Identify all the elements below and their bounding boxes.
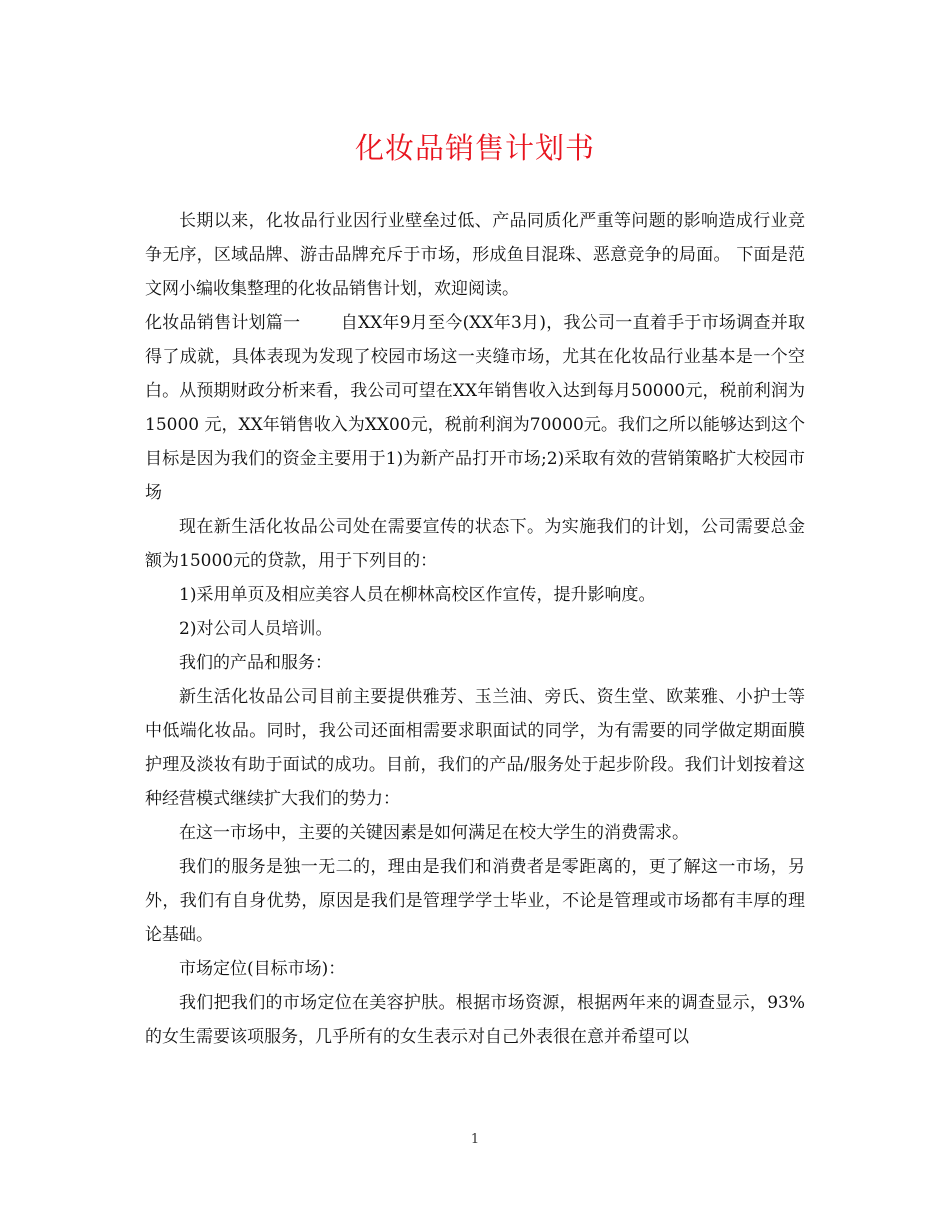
page-number: 1 [470,1132,480,1147]
paragraph-plan-one-text: 自XX年9月至今(XX年3月)，我公司一直着手于市场调查并取得了成就，具体表现为发现了校园市场这一夹缝市场，尤其在化妆品行业基本是一个空白。从预期财政分析来看，我公司可望在XX年销售收入达到每月50000元，税前利润为15000 元，XX年销售收入为XX00元，税前利润为70000元。我们之所以能够达到这个目标是因为我们的资金主要用于1)为新产品打开市场;2)采取有效的营销策略扩大校园市场 [145,313,805,503]
list-item: 1)采用单页及相应美容人员在柳林高校区作宣传，提升影响度。 [179,585,656,605]
paragraph-key-factor: 在这一市场中，主要的关键因素是如何满足在校大学生的消费需求。 [179,823,689,843]
paragraph-positioning: 我们把我们的市场定位在美容护肤。根据市场资源，根据两年来的调查显示，93%的女生需要该项服务，几乎所有的女生表示对自己外表很在意并希望可以 [145,993,805,1047]
document-title: 化妆品销售计划书 [354,131,595,165]
section-heading: 我们的产品和服务： [179,653,332,673]
section-heading: 市场定位(目标市场)： [179,959,346,979]
paragraph-products: 新生活化妆品公司目前主要提供雅芳、玉兰油、旁氏、资生堂、欧莱雅、小护士等中低端化妆品。同时，我公司还面相需要求职面试的同学，为有需要的同学做定期面膜护理及淡妆有助于面试的成功。目前，我们的产品/服务处于起步阶段。我们计划按着这种经营模式继续扩大我们的势力： [145,687,805,809]
list-item: 2)对公司人员培训。 [179,619,333,639]
paragraph-service: 我们的服务是独一无二的，理由是我们和消费者是零距离的，更了解这一市场，另外，我们有自身优势，原因是我们是管理学学士毕业，不论是管理或市场都有丰厚的理论基础。 [145,857,805,945]
paragraph-plan-one [145,306,805,510]
section-heading: 化妆品销售计划篇一 [145,313,301,333]
paragraph-intro: 长期以来，化妆品行业因行业壁垒过低、产品同质化严重等问题的影响造成行业竞争无序，区域品牌、游击品牌充斥于市场，形成鱼目混珠、恶意竞争的局面。 下面是范文网小编收集整理的化妆品销售计划，欢迎阅读。 [145,211,805,299]
document-body [145,204,805,1054]
paragraph-loan: 现在新生活化妆品公司处在需要宣传的状态下。为实施我们的计划，公司需要总金额为15000元的贷款，用于下列目的： [145,517,805,571]
